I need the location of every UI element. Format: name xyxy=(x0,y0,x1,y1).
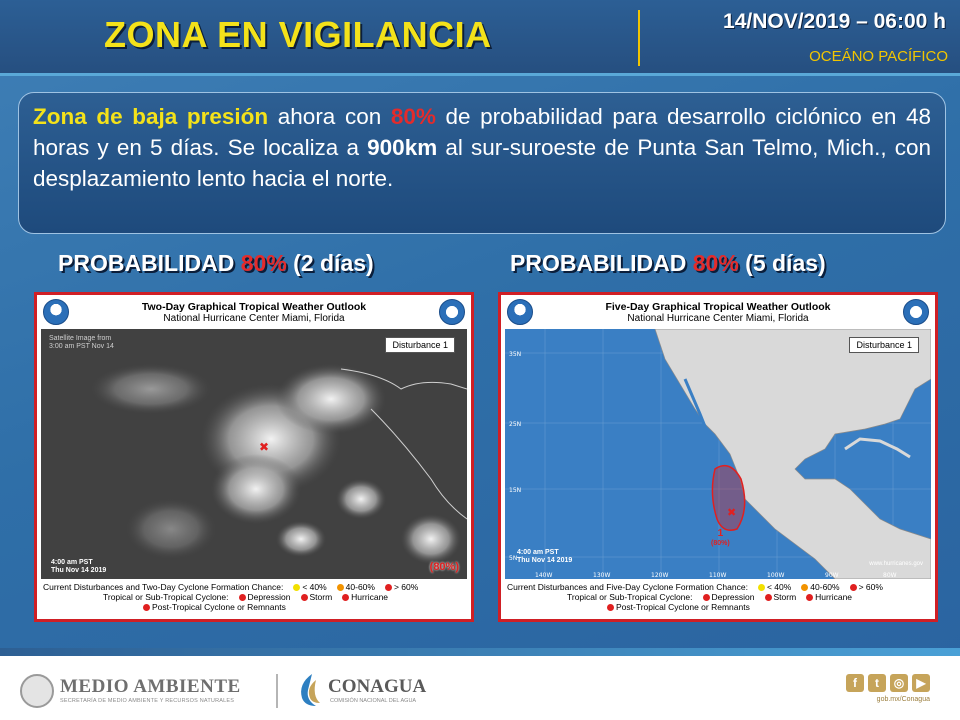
svg-text:80W: 80W xyxy=(883,572,897,579)
svg-text:120W: 120W xyxy=(651,572,669,579)
footer-divider xyxy=(276,674,278,708)
svg-text:25N: 25N xyxy=(509,421,522,428)
page-title: ZONA EN VIGILANCIA xyxy=(104,14,492,55)
svg-text:15N: 15N xyxy=(509,487,522,494)
svg-text:110W: 110W xyxy=(709,572,727,579)
outlook-map xyxy=(505,329,931,579)
conagua-subtitle: COMISIÓN NACIONAL DEL AGUA xyxy=(330,698,417,704)
semarnat-logo-text: MEDIO AMBIENTE xyxy=(60,676,241,697)
disturbance-number: 1 (80%) xyxy=(711,528,730,547)
satellite-svg xyxy=(41,329,467,579)
header-bar xyxy=(0,0,960,76)
svg-text:100W: 100W xyxy=(767,572,785,579)
info-distance: 900km xyxy=(367,135,438,160)
ocean-label: OCEÁNO PACÍFICO xyxy=(809,48,948,65)
disturbance-marker: ✖ xyxy=(259,440,270,454)
storm-icon xyxy=(301,594,308,601)
hurricane-icon xyxy=(806,594,813,601)
semarnat-subtitle: SECRETARÍA DE MEDIO AMBIENTE Y RECURSOS NATURALES xyxy=(60,698,235,704)
svg-text:140W: 140W xyxy=(535,572,553,579)
post-tropical-icon xyxy=(607,604,614,611)
info-box xyxy=(18,92,946,234)
header-divider xyxy=(638,10,640,66)
youtube-icon[interactable]: ▶ xyxy=(912,674,930,692)
conagua-logo-text: CONAGUA xyxy=(328,676,427,697)
info-highlight: Zona de baja presión xyxy=(33,104,269,129)
formation-chance: (80%) xyxy=(429,561,459,573)
map-header: Two-Day Graphical Tropical Weather Outlook National Hurricane Center Miami, Florida xyxy=(141,301,367,324)
two-day-outlook-panel[interactable] xyxy=(34,292,474,622)
medium-chance-icon xyxy=(337,584,344,591)
info-text-2: de probabilidad para desarrollo ciclónico en 48 horas y en 5 días. Se localiza a xyxy=(33,104,932,160)
svg-text:35N: 35N xyxy=(509,351,522,358)
svg-text:130W: 130W xyxy=(593,572,611,579)
nhc-website: www.hurricanes.gov xyxy=(869,561,923,567)
twitter-icon[interactable]: t xyxy=(868,674,886,692)
info-probability: 80% xyxy=(390,104,436,129)
five-day-outlook-panel[interactable] xyxy=(498,292,938,622)
medium-chance-icon xyxy=(801,584,808,591)
footer-band xyxy=(0,648,960,656)
national-seal-icon xyxy=(20,674,54,708)
info-text-1: ahora con xyxy=(268,104,391,129)
post-tropical-icon xyxy=(143,604,150,611)
map-timestamp: 4:00 am PST Thu Nov 14 2019 xyxy=(517,549,573,564)
right-section-title: PROBABILIDAD 80% (5 días) xyxy=(510,250,826,276)
depression-icon xyxy=(703,594,710,601)
left-section-title: PROBABILIDAD 80% (2 días) xyxy=(58,250,374,276)
hurricane-icon xyxy=(342,594,349,601)
facebook-icon[interactable]: f xyxy=(846,674,864,692)
map-header: Five-Day Graphical Tropical Weather Outlook National Hurricane Center Miami, Florida xyxy=(605,301,831,324)
social-links xyxy=(846,674,930,692)
high-chance-icon xyxy=(850,584,857,591)
disturbance-label: Disturbance 1 xyxy=(849,337,919,353)
satellite-image xyxy=(41,329,467,579)
high-chance-icon xyxy=(385,584,392,591)
svg-text:5N: 5N xyxy=(509,555,518,562)
storm-icon xyxy=(765,594,772,601)
info-text-3: al sur-suroeste de Punta San Telmo, Mich., con desplazamiento lento hacia el norte. xyxy=(33,135,932,191)
low-chance-icon xyxy=(293,584,300,591)
disturbance-marker: ✖ xyxy=(727,506,737,519)
instagram-icon[interactable]: ◎ xyxy=(890,674,908,692)
conagua-logo-icon xyxy=(292,670,326,710)
svg-text:90W: 90W xyxy=(825,572,839,579)
bulletin-date: 14/NOV/2019 – 06:00 h xyxy=(723,10,946,33)
footer xyxy=(0,656,960,720)
map-legend: Current Disturbances and Two-Day Cyclone Formation Chance: < 40% 40-60% > 60% Tropical or Sub-Tropical Cyclone: Depression Storm Hurricane Post-Tropical Cyclone or Remnants xyxy=(43,582,419,612)
gob-link[interactable]: gob.mx/Conagua xyxy=(876,696,930,703)
map-legend: Current Disturbances and Five-Day Cyclone Formation Chance: < 40% 40-60% > 60% Tropical or Sub-Tropical Cyclone: Depression Storm Hurricane Post-Tropical Cyclone or Remnants xyxy=(507,582,883,612)
disturbance-label: Disturbance 1 xyxy=(385,337,455,353)
low-chance-icon xyxy=(758,584,765,591)
map-timestamp: 4:00 am PST Thu Nov 14 2019 xyxy=(51,559,107,574)
depression-icon xyxy=(239,594,246,601)
satellite-note: Satellite Image from 3:00 am PST Nov 14 xyxy=(49,335,114,350)
